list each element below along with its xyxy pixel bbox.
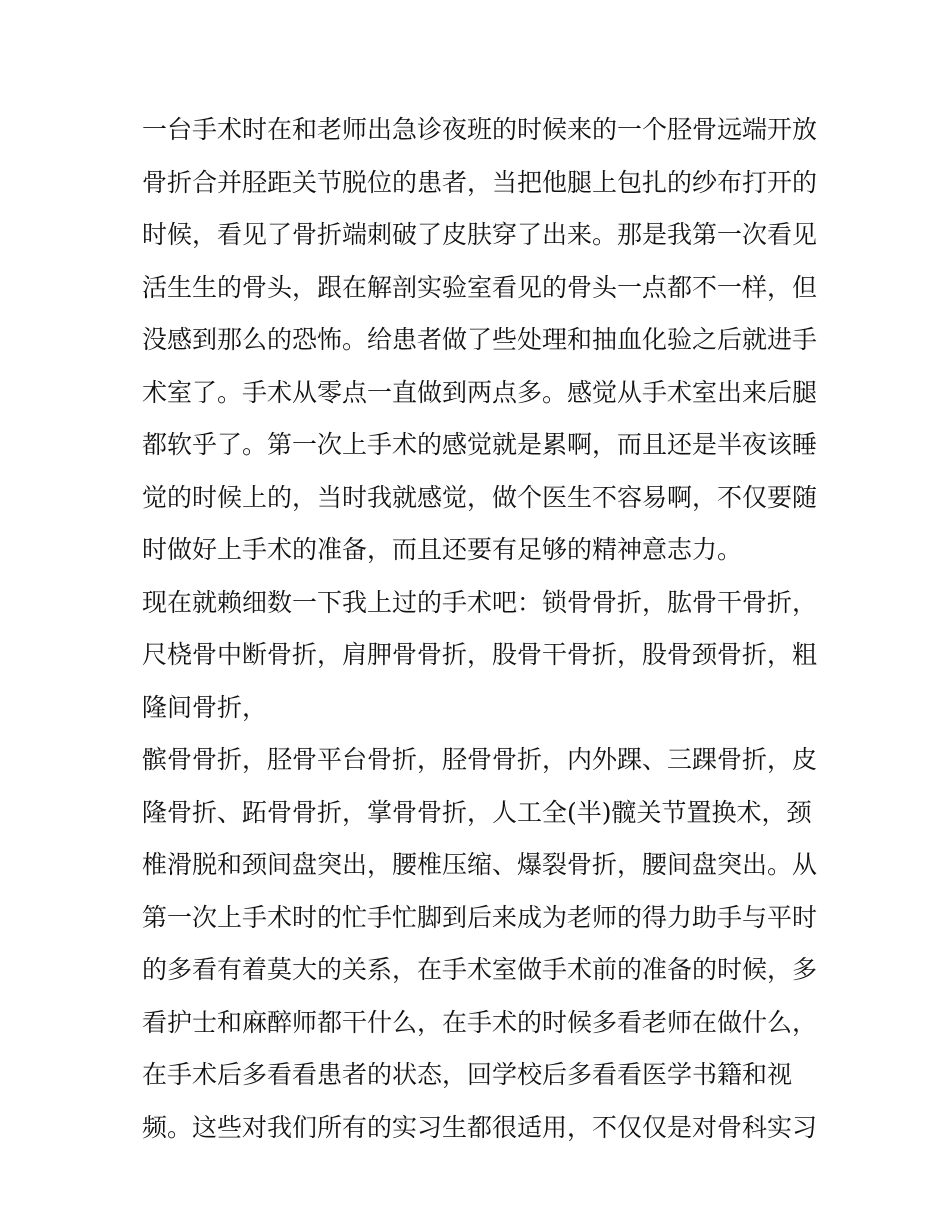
text-line: 尺桡骨中断骨折，肩胛骨骨折，股骨干骨折，股骨颈骨折，粗 (142, 640, 818, 669)
text-line: 隆骨折、跖骨骨折，掌骨骨折，人工全(半)髋关节置换术，颈 (142, 797, 812, 827)
text-line: 第一次上手术时的忙手忙脚到后来成为老师的得力助手与平时 (142, 902, 818, 932)
text-line: 在手术后多看看患者的状态，回学校后多看看医学书籍和视 (142, 1060, 793, 1089)
text-line: 现在就赖细数一下我上过的手术吧：锁骨骨折，肱骨干骨折， (142, 587, 818, 617)
text-line: 隆间骨折， (142, 692, 268, 722)
text-line: 髌骨骨折，胫骨平台骨折，胫骨骨折，内外踝、三踝骨折，皮 (142, 745, 818, 774)
text-line: 时做好上手术的准备，而且还要有足够的精神意志力。 (142, 535, 743, 564)
text-line: 都软乎了。第一次上手术的感觉就是累啊，而且还是半夜该睡 (142, 430, 818, 459)
text-line: 一台手术时在和老师出急诊夜班的时候来的一个胫骨远端开放 (142, 115, 818, 144)
text-line: 椎滑脱和颈间盘突出，腰椎压缩、爆裂骨折，腰间盘突出。从 (142, 850, 818, 879)
text-line: 觉的时候上的，当时我就感觉，做个医生不容易啊，不仅要随 (142, 482, 818, 512)
text-line: 时候，看见了骨折端刺破了皮肤穿了出来。那是我第一次看见 (142, 220, 818, 249)
text-line: 骨折合并胫距关节脱位的患者，当把他腿上包扎的纱布打开的 (142, 167, 818, 197)
text-line: 活生生的骨头，跟在解剖实验室看见的骨头一点都不一样，但 (142, 272, 818, 302)
text-line: 术室了。手术从零点一直做到两点多。感觉从手术室出来后腿 (142, 377, 818, 407)
text-line: 频。这些对我们所有的实习生都很适用，不仅仅是对骨科实习 (142, 1112, 818, 1142)
text-line: 没感到那么的恐怖。给患者做了些处理和抽血化验之后就进手 (142, 325, 818, 354)
text-line: 看护士和麻醉师都干什么，在手术的时候多看老师在做什么， (142, 1007, 818, 1037)
text-line: 的多看有着莫大的关系，在手术室做手术前的准备的时候，多 (142, 955, 818, 984)
body-text (142, 104, 822, 1154)
